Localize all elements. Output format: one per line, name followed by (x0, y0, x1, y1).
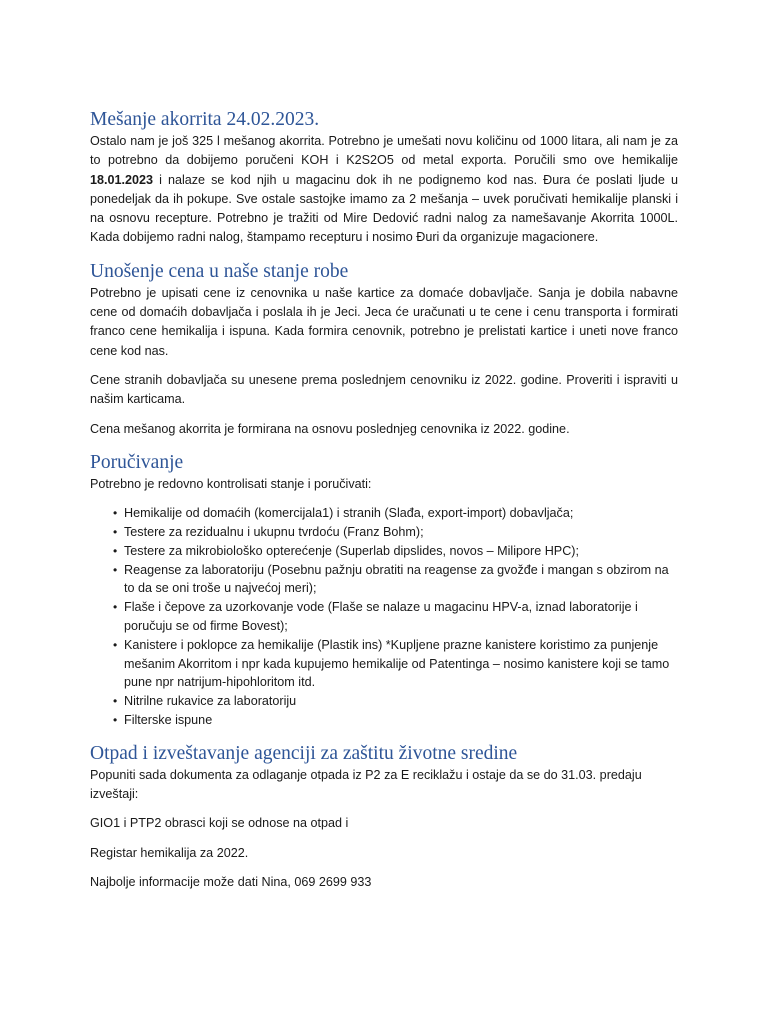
prices-paragraph-1: Potrebno je upisati cene iz cenovnika u naše kartice za domaće dobavljače. Sanja je dobila nabavne cene od domaćih dobavljača i poslala ih je Jeci. Jeca će uračunati u te cene i cenu transporta i formirati franco cene hemikalija i ispuna. Kada formira cenovnik, potrebno je prelistati kartice i uneti nove franco cene kod nas. (90, 285, 678, 358)
ordering-list (90, 504, 678, 730)
section-heading-waste: Otpad i izveštavanje agenciji za zaštitu životne sredine (90, 742, 518, 764)
mixing-text-start: Ostalo nam je još 325 l mešanog akorrita. Potrebno je umešati novu količinu od 1000 litara, ali nam je za to potrebno da dobijemo poručeni KOH i K2S2O5 od metal exporta. Poručili smo ove hemikalije (90, 134, 678, 168)
list-item (90, 561, 678, 599)
document-page (90, 108, 678, 892)
list-item (90, 523, 678, 542)
list-item-text: Filterske ispune (124, 712, 213, 727)
bullet-icon: • (113, 694, 118, 709)
prices-paragraph-2: Cene stranih dobavljača su unesene prema poslednjem cenovniku iz 2022. godine. Proveriti i ispraviti u našim karticama. (90, 372, 678, 407)
prices-paragraph-3: Cena mešanog akorrita je formirana na osnovu poslednjeg cenovnika iz 2022. godine. (90, 421, 570, 436)
bullet-icon: • (113, 600, 118, 615)
waste-paragraph-1: Popuniti sada dokumenta za odlaganje otpada iz P2 za E reciklažu i ostaje da se do 31.03. predaju izveštaji: (90, 767, 642, 802)
list-item (90, 504, 678, 523)
list-item (90, 711, 678, 730)
contact-info: Najbolje informacije može dati Nina, 069 2699 933 (90, 874, 372, 889)
ordering-intro: Potrebno je redovno kontrolisati stanje i poručivati: (90, 476, 372, 491)
list-item (90, 636, 678, 692)
mixing-paragraph (90, 132, 678, 248)
bullet-icon: • (113, 506, 118, 521)
section-heading-ordering: Poručivanje (90, 451, 184, 473)
list-item-text: Kanistere i poklopce za hemikalije (Plastik ins) *Kupljene prazne kanistere koristimo za punjenje mešanim Akorritom i npr kada kupujemo hemikalije od Patentinga – nosimo kanistere koji se tamo pune npr natrijum-hipohloritom itd. (124, 637, 670, 690)
list-item-text: Flaše i čepove za uzorkovanje vode (Flaše se nalaze u magacinu HPV-a, iznad laboratorije i poručuju se od firme Bovest); (124, 600, 638, 633)
bullet-icon: • (113, 637, 118, 652)
list-item-text: Testere za rezidualnu i ukupnu tvrdoću (Franz Bohm); (124, 524, 424, 539)
waste-paragraph-2: GIO1 i PTP2 obrasci koji se odnose na otpad i (90, 816, 349, 831)
list-item (90, 598, 678, 636)
bullet-icon: • (113, 562, 118, 577)
order-date: 18.01.2023 (90, 172, 154, 187)
section-heading-prices: Unošenje cena u naše stanje robe (90, 260, 349, 282)
bullet-icon: • (113, 712, 118, 727)
waste-paragraph-3: Registar hemikalija za 2022. (90, 845, 249, 860)
list-item-text: Nitrilne rukavice za laboratoriju (124, 694, 297, 709)
list-item (90, 542, 678, 561)
list-item-text: Hemikalije od domaćih (komercijala1) i stranih (Slađa, export-import) dobavljača; (124, 506, 574, 521)
bullet-icon: • (113, 543, 118, 558)
section-heading-mixing: Mešanje akorrita 24.02.2023. (90, 109, 320, 130)
list-item (90, 692, 678, 711)
mixing-text-end: i nalaze se kod njih u magacinu dok ih ne podignemo kod nas. Đura će poslati ljude u ponedeljak da ih pokupe. Sve ostale sastojke imamo za 2 mešanja – uvek poručivati hemikalije planski i na osnovu recepture. Potrebno je tražiti od Mire Dedović radni nalog za namešavanje Akorrita 1000L. Kada dobijemo radni nalog, štampamo recepturu i nosimo Đuri da organizuje magacionere. (90, 172, 678, 245)
bullet-icon: • (113, 524, 118, 539)
list-item-text: Testere za mikrobiološko opterećenje (Superlab dipslides, novos – Milipore HPC); (124, 543, 579, 558)
list-item-text: Reagense za laboratoriju (Posebnu pažnju obratiti na reagense za gvožđe i mangan s obzirom na to da se oni troše u najvećoj meri); (124, 562, 669, 596)
